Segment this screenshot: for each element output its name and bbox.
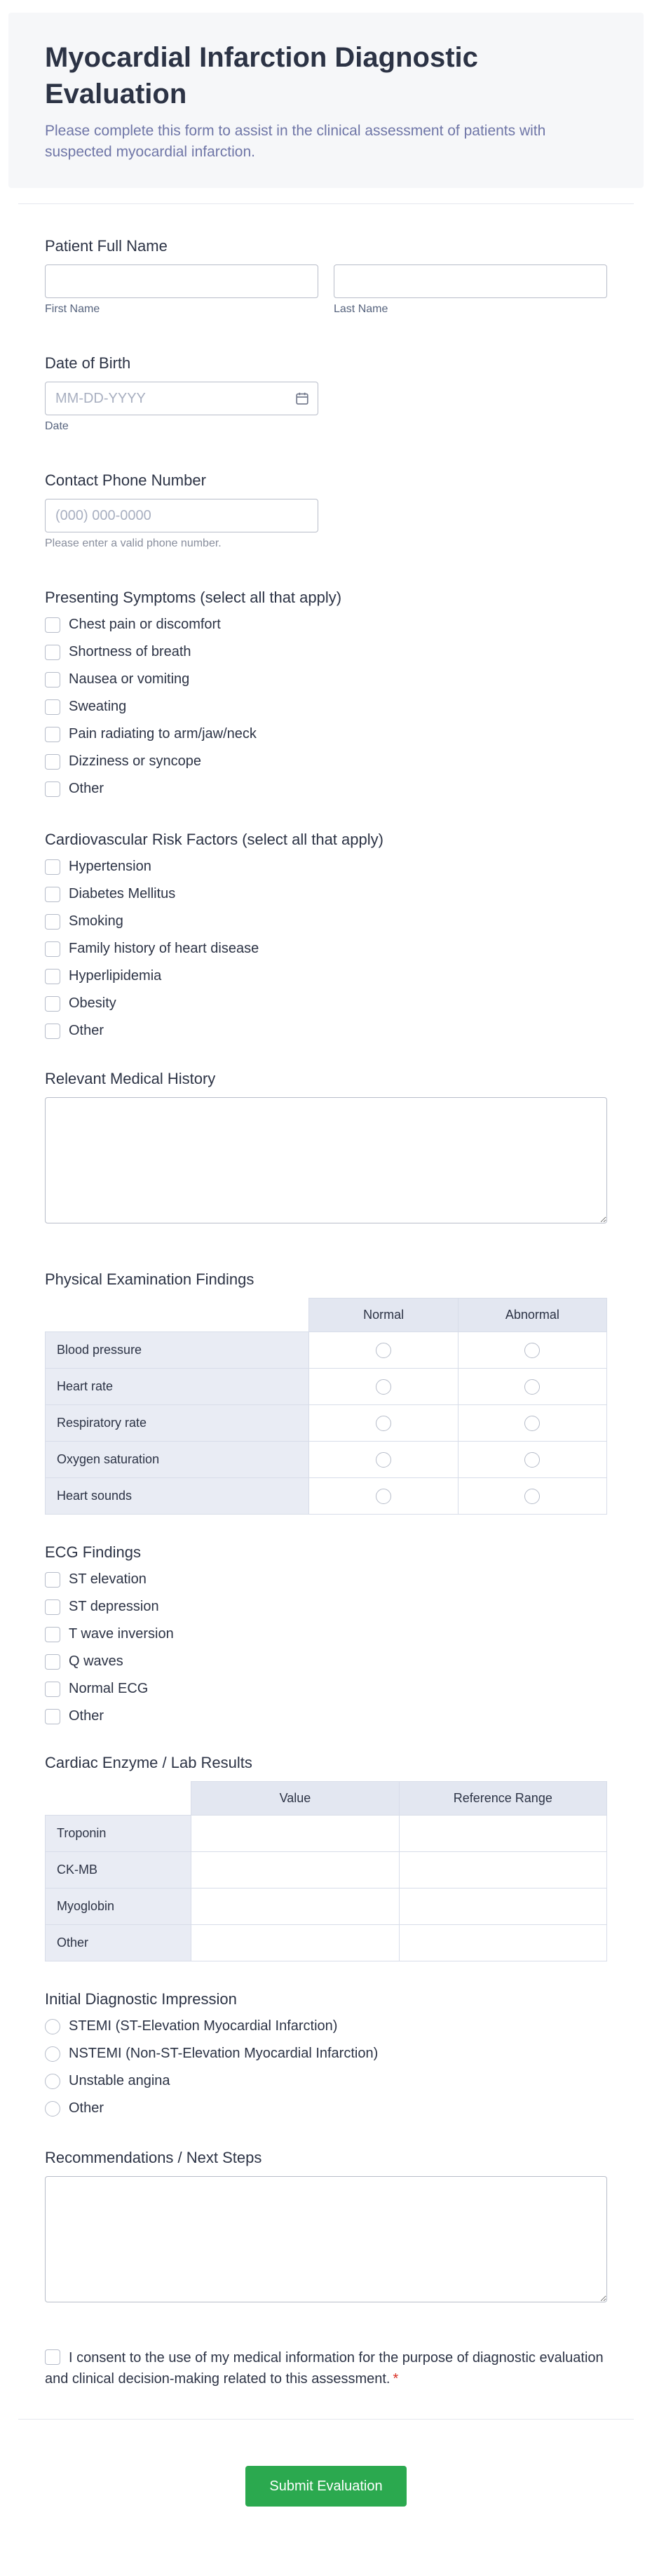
form-content bbox=[8, 236, 644, 2389]
radio-icon[interactable] bbox=[376, 1343, 391, 1358]
name-row bbox=[45, 264, 607, 316]
lab-reference-cell[interactable] bbox=[399, 1889, 606, 1925]
matrix-col-header-normal: Normal bbox=[309, 1299, 458, 1332]
medical-history-label: Relevant Medical History bbox=[45, 1070, 216, 1087]
option-label: Hypertension bbox=[69, 859, 151, 874]
option-label: Normal ECG bbox=[69, 1681, 149, 1696]
ecg-label: ECG Findings bbox=[45, 1543, 141, 1561]
radio-icon[interactable] bbox=[376, 1452, 391, 1468]
header-divider bbox=[18, 203, 634, 204]
checkbox-icon[interactable] bbox=[45, 1572, 60, 1588]
question-ecg bbox=[45, 1543, 607, 1725]
impression-label: Initial Diagnostic Impression bbox=[45, 1990, 237, 2008]
matrix-row-label: Respiratory rate bbox=[46, 1405, 309, 1442]
impression-option-nstemi[interactable] bbox=[45, 2045, 607, 2062]
patient-name-label: Patient Full Name bbox=[45, 237, 168, 255]
question-patient-name bbox=[45, 236, 607, 316]
option-label: STEMI (ST-Elevation Myocardial Infarction) bbox=[69, 2018, 338, 2034]
checkbox-icon[interactable] bbox=[45, 914, 60, 930]
checkbox-icon[interactable] bbox=[45, 969, 60, 984]
lab-row-label: Other bbox=[46, 1925, 191, 1961]
lab-reference-input[interactable] bbox=[400, 1852, 606, 1888]
matrix-corner-cell bbox=[46, 1299, 309, 1332]
consent-row[interactable] bbox=[45, 2347, 607, 2389]
option-label: Shortness of breath bbox=[69, 644, 191, 659]
checkbox-icon[interactable] bbox=[45, 887, 60, 902]
lab-row-label: CK-MB bbox=[46, 1852, 191, 1889]
dob-input[interactable] bbox=[45, 382, 318, 415]
radio-icon[interactable] bbox=[524, 1452, 540, 1468]
risk-option-diabetes[interactable] bbox=[45, 885, 607, 903]
radio-icon[interactable] bbox=[524, 1343, 540, 1358]
lab-row-other bbox=[46, 1925, 607, 1961]
first-name-input[interactable] bbox=[45, 264, 318, 298]
radio-icon[interactable] bbox=[45, 2074, 60, 2089]
required-asterisk: * bbox=[393, 2371, 399, 2387]
option-label: ST depression bbox=[69, 1599, 159, 1614]
lab-row-label: Troponin bbox=[46, 1816, 191, 1852]
matrix-row-blood-pressure bbox=[46, 1332, 607, 1369]
matrix-row-oxygen-saturation bbox=[46, 1442, 607, 1478]
option-label: Other bbox=[69, 2100, 104, 2116]
option-label: Other bbox=[69, 1023, 104, 1038]
question-physical-exam bbox=[45, 1270, 607, 1515]
question-medical-history bbox=[45, 1069, 607, 1223]
first-name-field bbox=[45, 264, 318, 316]
lab-row-label: Myoglobin bbox=[46, 1889, 191, 1925]
ecg-option-st-elevation[interactable] bbox=[45, 1571, 607, 1588]
radio-icon[interactable] bbox=[524, 1416, 540, 1431]
option-label: Pain radiating to arm/jaw/neck bbox=[69, 726, 257, 742]
matrix-col-header-abnormal: Abnormal bbox=[458, 1299, 606, 1332]
lab-results-label: Cardiac Enzyme / Lab Results bbox=[45, 1754, 252, 1771]
option-label: Other bbox=[69, 1708, 104, 1724]
checkbox-icon[interactable] bbox=[45, 1024, 60, 1039]
checkbox-icon[interactable] bbox=[45, 1627, 60, 1642]
checkbox-icon[interactable] bbox=[45, 1654, 60, 1670]
option-label: Hyperlipidemia bbox=[69, 968, 162, 984]
option-label: Family history of heart disease bbox=[69, 941, 259, 956]
checkbox-icon[interactable] bbox=[45, 617, 60, 633]
radio-icon[interactable] bbox=[524, 1379, 540, 1395]
risk-option-other[interactable] bbox=[45, 1022, 607, 1040]
lab-value-cell[interactable] bbox=[191, 1889, 399, 1925]
ecg-option-st-depression[interactable] bbox=[45, 1598, 607, 1616]
lab-col-header-value: Value bbox=[191, 1782, 399, 1816]
matrix-row-label: Heart rate bbox=[46, 1369, 309, 1405]
checkbox-icon[interactable] bbox=[45, 1599, 60, 1615]
checkbox-icon[interactable] bbox=[45, 941, 60, 957]
last-name-field bbox=[334, 264, 607, 316]
option-label: T wave inversion bbox=[69, 1626, 174, 1642]
lab-reference-input[interactable] bbox=[400, 1816, 606, 1851]
matrix-radio-cell-normal[interactable] bbox=[309, 1442, 458, 1478]
phone-helper-text: Please enter a valid phone number. bbox=[45, 537, 222, 549]
option-label: Nausea or vomiting bbox=[69, 671, 190, 687]
lab-value-input[interactable] bbox=[191, 1816, 398, 1851]
lab-value-input[interactable] bbox=[191, 1925, 398, 1961]
lab-results-table bbox=[45, 1781, 607, 1961]
lab-row-myoglobin bbox=[46, 1889, 607, 1925]
impression-option-stemi[interactable] bbox=[45, 2018, 607, 2035]
symptom-option-nausea[interactable] bbox=[45, 671, 607, 688]
checkbox-icon[interactable] bbox=[45, 645, 60, 660]
checkbox-icon[interactable] bbox=[45, 699, 60, 715]
dob-input-wrap bbox=[45, 382, 318, 415]
checkbox-icon[interactable] bbox=[45, 859, 60, 875]
physical-exam-label: Physical Examination Findings bbox=[45, 1270, 254, 1288]
lab-reference-input[interactable] bbox=[400, 1889, 606, 1924]
consent-checkbox-icon[interactable] bbox=[45, 2349, 60, 2365]
lab-corner-cell bbox=[46, 1782, 191, 1816]
lab-row-ck-mb bbox=[46, 1852, 607, 1889]
submit-row bbox=[8, 2466, 644, 2507]
question-symptoms bbox=[45, 588, 607, 798]
symptom-option-dizziness[interactable] bbox=[45, 753, 607, 770]
question-risk-factors bbox=[45, 830, 607, 1040]
matrix-radio-cell-normal[interactable] bbox=[309, 1478, 458, 1515]
option-label: Q waves bbox=[69, 1653, 123, 1669]
question-date-of-birth bbox=[45, 354, 607, 433]
ecg-option-normal-ecg[interactable] bbox=[45, 1680, 607, 1698]
checkbox-icon[interactable] bbox=[45, 672, 60, 687]
question-phone bbox=[45, 471, 607, 550]
lab-value-cell[interactable] bbox=[191, 1816, 399, 1852]
checkbox-icon[interactable] bbox=[45, 1682, 60, 1697]
radio-icon[interactable] bbox=[45, 2101, 60, 2117]
radio-icon[interactable] bbox=[524, 1489, 540, 1504]
matrix-row-label: Blood pressure bbox=[46, 1332, 309, 1369]
risk-option-obesity[interactable] bbox=[45, 995, 607, 1012]
option-label: Smoking bbox=[69, 913, 123, 929]
risk-option-smoking[interactable] bbox=[45, 913, 607, 930]
matrix-radio-cell-abnormal[interactable] bbox=[458, 1405, 606, 1442]
question-impression bbox=[45, 1990, 607, 2117]
phone-input[interactable] bbox=[45, 499, 318, 532]
first-name-sublabel: First Name bbox=[45, 303, 100, 315]
lab-reference-input[interactable] bbox=[400, 1925, 606, 1961]
lab-row-troponin bbox=[46, 1816, 607, 1852]
consent-label: I consent to the use of my medical information for the purpose of diagnostic evaluation and clinical decision-making related to this assessment. bbox=[45, 2350, 604, 2387]
matrix-radio-cell-abnormal[interactable] bbox=[458, 1369, 606, 1405]
form-header bbox=[8, 13, 644, 188]
form-title: Myocardial Infarction Diagnostic Evaluation bbox=[45, 42, 478, 109]
lab-value-input[interactable] bbox=[191, 1889, 398, 1924]
risk-option-hyperlipidemia[interactable] bbox=[45, 967, 607, 985]
lab-reference-cell[interactable] bbox=[399, 1925, 606, 1961]
option-label: Sweating bbox=[69, 699, 127, 714]
last-name-input[interactable] bbox=[334, 264, 607, 298]
option-label: Unstable angina bbox=[69, 2073, 170, 2088]
submit-button[interactable]: Submit Evaluation bbox=[245, 2466, 406, 2507]
ecg-option-t-wave-inversion[interactable] bbox=[45, 1625, 607, 1643]
matrix-radio-cell-normal[interactable] bbox=[309, 1369, 458, 1405]
impression-option-unstable-angina[interactable] bbox=[45, 2072, 607, 2090]
symptom-option-shortness-of-breath[interactable] bbox=[45, 643, 607, 661]
checkbox-icon[interactable] bbox=[45, 781, 60, 797]
option-label: NSTEMI (Non-ST-Elevation Myocardial Infarction) bbox=[69, 2046, 379, 2061]
symptom-option-pain-radiating[interactable] bbox=[45, 725, 607, 743]
ecg-option-other[interactable] bbox=[45, 1708, 607, 1725]
recommendations-textarea[interactable] bbox=[45, 2176, 607, 2302]
matrix-row-label: Heart sounds bbox=[46, 1478, 309, 1515]
matrix-header-row bbox=[46, 1299, 607, 1332]
lab-value-cell[interactable] bbox=[191, 1925, 399, 1961]
option-label: Chest pain or discomfort bbox=[69, 617, 221, 632]
option-label: Diabetes Mellitus bbox=[69, 886, 176, 901]
recommendations-label: Recommendations / Next Steps bbox=[45, 2149, 262, 2166]
medical-history-textarea[interactable] bbox=[45, 1097, 607, 1223]
lab-value-input[interactable] bbox=[191, 1852, 398, 1888]
matrix-radio-cell-normal[interactable] bbox=[309, 1332, 458, 1369]
last-name-sublabel: Last Name bbox=[334, 303, 388, 315]
symptoms-label: Presenting Symptoms (select all that apply) bbox=[45, 589, 342, 606]
radio-icon[interactable] bbox=[376, 1489, 391, 1504]
option-label: Other bbox=[69, 781, 104, 796]
question-consent bbox=[45, 2347, 607, 2389]
radio-icon[interactable] bbox=[376, 1379, 391, 1395]
matrix-radio-cell-normal[interactable] bbox=[309, 1405, 458, 1442]
matrix-row-heart-rate bbox=[46, 1369, 607, 1405]
lab-reference-cell[interactable] bbox=[399, 1816, 606, 1852]
symptom-option-sweating[interactable] bbox=[45, 698, 607, 716]
lab-col-header-reference: Reference Range bbox=[399, 1782, 606, 1816]
form-subtitle: Please complete this form to assist in the clinical assessment of patients with suspected myocardial infarction. bbox=[45, 123, 546, 160]
symptom-option-chest-pain[interactable] bbox=[45, 616, 607, 633]
checkbox-icon[interactable] bbox=[45, 754, 60, 770]
matrix-radio-cell-abnormal[interactable] bbox=[458, 1478, 606, 1515]
symptom-option-other[interactable] bbox=[45, 780, 607, 798]
lab-value-cell[interactable] bbox=[191, 1852, 399, 1889]
dob-sublabel: Date bbox=[45, 420, 69, 432]
impression-option-other[interactable] bbox=[45, 2100, 607, 2117]
physical-exam-table bbox=[45, 1298, 607, 1515]
question-recommendations bbox=[45, 2148, 607, 2302]
matrix-row-label: Oxygen saturation bbox=[46, 1442, 309, 1478]
risk-option-hypertension[interactable] bbox=[45, 858, 607, 876]
footer-divider bbox=[18, 2419, 634, 2420]
option-label: ST elevation bbox=[69, 1571, 147, 1587]
question-lab-results bbox=[45, 1753, 607, 1961]
checkbox-icon[interactable] bbox=[45, 727, 60, 742]
option-label: Dizziness or syncope bbox=[69, 753, 201, 769]
radio-icon[interactable] bbox=[376, 1416, 391, 1431]
radio-icon[interactable] bbox=[45, 2046, 60, 2062]
lab-reference-cell[interactable] bbox=[399, 1852, 606, 1889]
matrix-radio-cell-abnormal[interactable] bbox=[458, 1332, 606, 1369]
checkbox-icon[interactable] bbox=[45, 996, 60, 1012]
matrix-radio-cell-abnormal[interactable] bbox=[458, 1442, 606, 1478]
checkbox-icon[interactable] bbox=[45, 1709, 60, 1724]
lab-header-row bbox=[46, 1782, 607, 1816]
risk-option-family-history[interactable] bbox=[45, 940, 607, 958]
radio-icon[interactable] bbox=[45, 2019, 60, 2034]
matrix-row-heart-sounds bbox=[46, 1478, 607, 1515]
dob-label: Date of Birth bbox=[45, 354, 131, 372]
ecg-option-q-waves[interactable] bbox=[45, 1653, 607, 1670]
matrix-row-respiratory-rate bbox=[46, 1405, 607, 1442]
phone-label: Contact Phone Number bbox=[45, 471, 206, 489]
option-label: Obesity bbox=[69, 995, 116, 1011]
risk-factors-label: Cardiovascular Risk Factors (select all that apply) bbox=[45, 831, 383, 848]
